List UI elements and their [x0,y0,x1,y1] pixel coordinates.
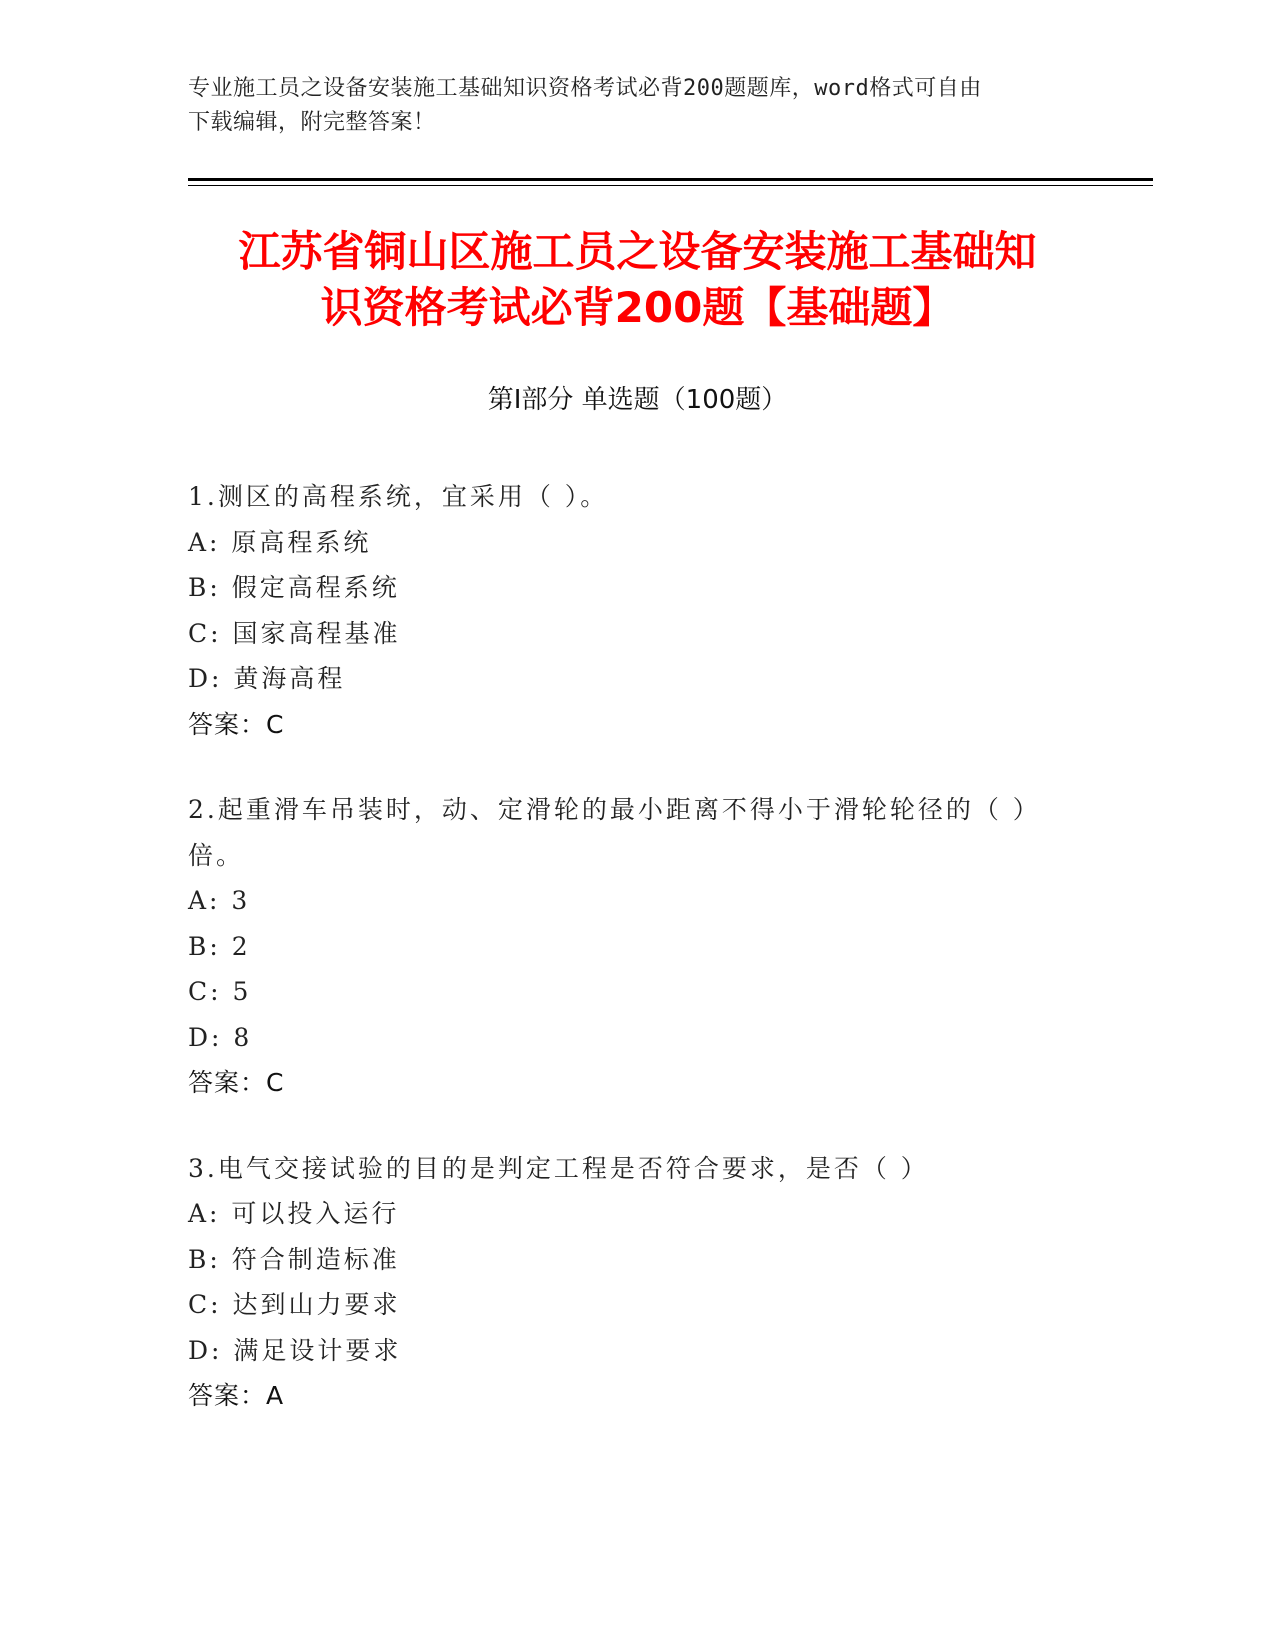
document-title-line: 江苏省铜山区施工员之设备安装施工基础知 [238,227,1037,276]
header-rule-thin [188,185,1153,186]
option-b: B: 2 [188,931,251,961]
question-stem-continuation: 倍。 [188,840,245,870]
question-stem: 2.起重滑车吊装时，动、定滑轮的最小距离不得小于滑轮轮径的（ ） [188,795,1041,824]
document-title-line: 识资格考试必背200题【基础题】 [320,283,955,332]
option-b: B: 符合制造标准 [188,1244,400,1274]
question-stem: 3.电气交接试验的目的是判定工程是否符合要求，是否（ ） [188,1153,929,1183]
answer: 答案：C [188,1068,285,1097]
answer: 答案：C [188,709,285,739]
header-note [188,72,1088,140]
option-d: D: 8 [188,1022,253,1052]
option-d: D: 黄海高程 [188,664,346,693]
question-3 [188,1146,1088,1419]
option-a: A: 可以投入运行 [188,1199,400,1228]
option-d: D: 满足设计要求 [188,1335,402,1365]
option-b: B: 假定高程系统 [188,573,400,602]
header-note-line: 专业施工员之设备安装施工基础知识资格考试必背200题题库，word格式可自由 [188,76,982,101]
document-title [0,224,1275,336]
answer: 答案：A [188,1381,285,1410]
header-note-line: 下载编辑，附完整答案！ [188,110,436,135]
question-list [188,474,1088,1459]
section-heading: 第Ⅰ部分 单选题（100题） [487,385,788,415]
question-stem: 1.测区的高程系统，宜采用（ ）。 [188,482,609,511]
header-rule-thick [188,178,1153,181]
option-c: C: 国家高程基准 [188,618,401,648]
option-c: C: 5 [188,977,252,1006]
option-a: A: 3 [188,886,251,915]
question-2 [188,787,1088,1106]
option-c: C: 达到山力要求 [188,1290,401,1319]
option-a: A: 原高程系统 [188,527,372,557]
question-1 [188,474,1088,747]
